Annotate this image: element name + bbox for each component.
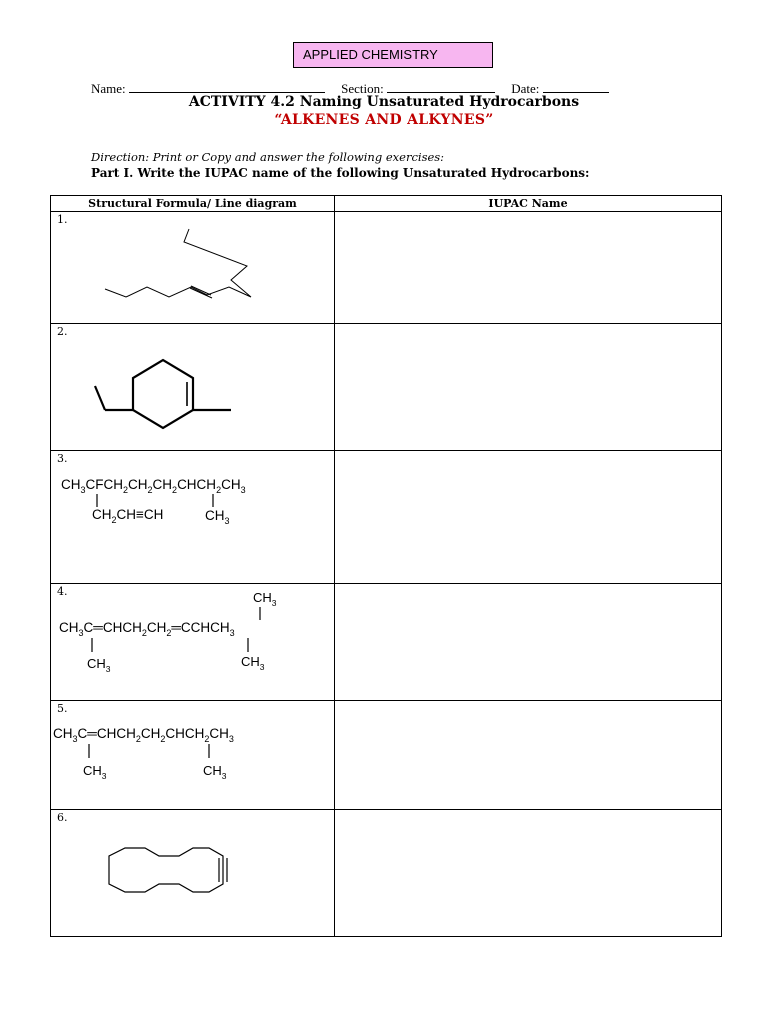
double-bond-line <box>190 288 212 298</box>
date-field[interactable] <box>543 80 609 93</box>
structure-cell <box>51 584 335 701</box>
structure-5-condensed-formula <box>51 715 334 809</box>
structure-2-line-diagram <box>51 338 334 450</box>
answer-cell[interactable] <box>335 584 722 701</box>
course-badge: APPLIED CHEMISTRY <box>293 42 493 68</box>
table-row <box>51 701 722 810</box>
structure-cell <box>51 324 335 451</box>
date-label: Date: <box>511 81 540 96</box>
table-row <box>51 212 722 324</box>
structure-3-condensed-formula <box>51 465 334 583</box>
table-row <box>51 451 722 584</box>
section-field[interactable] <box>387 80 495 93</box>
formula-bottom-left-methyl: $CH_3$ <box>83 763 107 781</box>
item-number: 1. <box>57 213 68 226</box>
activity-subtitle: “ALKENES AND ALKYNES” <box>274 112 494 128</box>
structure-cell <box>51 701 335 810</box>
formula-main-chain: $CH_3C═CHCH_2CH_2═CCHCH_3$ <box>59 620 235 638</box>
name-field[interactable] <box>129 80 325 93</box>
answer-cell[interactable] <box>335 701 722 810</box>
structure-cell <box>51 810 335 937</box>
structure-cell <box>51 451 335 584</box>
item-number: 5. <box>57 702 68 715</box>
formula-branch-alkyne: $CH_2CH\equiv CH$ <box>92 507 164 525</box>
header-iupac-name: IUPAC Name <box>335 196 722 212</box>
answer-cell[interactable] <box>335 324 722 451</box>
activity-title: ACTIVITY 4.2 Naming Unsaturated Hydrocarbons <box>188 94 580 110</box>
structure-6-line-diagram <box>51 824 334 936</box>
structure-1-line-diagram <box>51 226 334 322</box>
formula-main-chain: $CH_3C═CHCH_2CH_2CHCH_2CH_3$ <box>53 726 234 744</box>
worksheet-table <box>50 195 722 937</box>
table-row <box>51 810 722 937</box>
part-instruction: Part I. Write the IUPAC name of the following Unsaturated Hydrocarbons: <box>91 166 590 180</box>
item-number: 4. <box>57 585 68 598</box>
direction-text: Direction: Print or Copy and answer the following exercises: <box>91 150 445 164</box>
answer-cell[interactable] <box>335 212 722 324</box>
answer-cell[interactable] <box>335 810 722 937</box>
name-label: Name: <box>91 81 126 96</box>
structure-cell <box>51 212 335 324</box>
formula-branch-methyl: $CH_3$ <box>205 508 230 526</box>
item-number: 3. <box>57 452 68 465</box>
formula-bottom-right-methyl: $CH_3$ <box>203 763 227 781</box>
table-row <box>51 584 722 701</box>
formula-top-methyl: $CH_3$ <box>253 590 277 608</box>
item-number: 2. <box>57 325 68 338</box>
answer-cell[interactable] <box>335 451 722 584</box>
section-label: Section: <box>341 81 384 96</box>
table-row <box>51 324 722 451</box>
table-header-row <box>51 196 722 212</box>
formula-bottom-left-methyl: $CH_3$ <box>87 656 111 674</box>
header-structural-formula: Structural Formula/ Line diagram <box>51 196 335 212</box>
formula-bottom-right-methyl: $CH_3$ <box>241 654 265 672</box>
item-number: 6. <box>57 811 68 824</box>
formula-main-chain: $CH_3CFCH_2CH_2CH_2CHCH_2CH_3$ <box>61 477 246 495</box>
structure-4-condensed-formula <box>51 590 334 700</box>
